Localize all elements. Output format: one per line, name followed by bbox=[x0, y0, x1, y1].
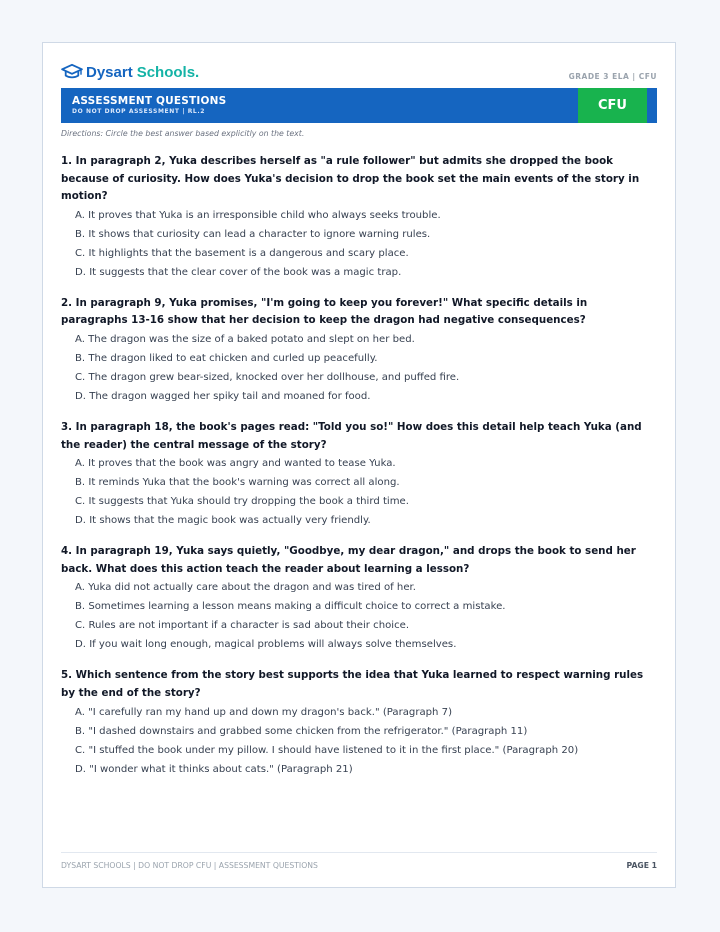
banner-title: ASSESSMENT QUESTIONS bbox=[72, 95, 227, 107]
question-text: 4. In paragraph 19, Yuka says quietly, "Goodbye, my dear dragon," and drops the book to send her back. What does this action teach the reader about learning a lesson? bbox=[61, 545, 636, 575]
question-1 bbox=[61, 153, 657, 282]
page-number: PAGE 1 bbox=[626, 861, 657, 870]
answer-option: B. "I dashed downstairs and grabbed some chicken from the refrigerator." (Paragraph 11) bbox=[75, 725, 528, 737]
graduation-cap-icon bbox=[61, 63, 83, 81]
page-header bbox=[61, 63, 657, 85]
answer-option: C. It highlights that the basement is a dangerous and scary place. bbox=[75, 247, 409, 259]
title-banner bbox=[61, 88, 657, 123]
answer-option: A. Yuka did not actually care about the dragon and was tired of her. bbox=[75, 582, 416, 594]
answer-option: D. It suggests that the clear cover of the book was a magic trap. bbox=[75, 266, 402, 278]
answer-option: A. It proves that Yuka is an irresponsible child who always seeks trouble. bbox=[75, 209, 441, 221]
answer-option: D. If you wait long enough, magical problems will always solve themselves. bbox=[75, 639, 457, 651]
brand-name-primary: Dysart bbox=[86, 63, 133, 81]
question-3 bbox=[61, 419, 657, 530]
brand-logo bbox=[61, 63, 199, 81]
answer-option: C. Rules are not important if a character is sad about their choice. bbox=[75, 620, 410, 632]
grade-label: GRADE 3 ELA | CFU bbox=[568, 72, 657, 81]
brand-name-secondary: Schools. bbox=[136, 63, 200, 81]
answer-option: B. It reminds Yuka that the book's warning was correct all along. bbox=[75, 477, 400, 489]
answer-option: D. "I wonder what it thinks about cats." (Paragraph 21) bbox=[75, 763, 353, 775]
answer-option: B. Sometimes learning a lesson means making a difficult choice to correct a mistake. bbox=[75, 601, 506, 613]
footer-text: DYSART SCHOOLS | DO NOT DROP CFU | ASSESSMENT QUESTIONS bbox=[61, 861, 318, 870]
banner-subtitle: DO NOT DROP ASSESSMENT | RL.2 bbox=[72, 108, 205, 115]
answer-option: D. The dragon wagged her spiky tail and moaned for food. bbox=[75, 390, 371, 402]
answer-option: B. It shows that curiosity can lead a character to ignore warning rules. bbox=[75, 228, 431, 240]
page-footer bbox=[61, 852, 657, 875]
question-text: 5. Which sentence from the story best supports the idea that Yuka learned to respect warning rules by the end of the story? bbox=[61, 669, 644, 699]
directions-text: Directions: Circle the best answer based explicitly on the text. bbox=[61, 129, 305, 138]
question-5 bbox=[61, 667, 657, 778]
answer-option: D. It shows that the magic book was actually very friendly. bbox=[75, 515, 371, 527]
question-text: 3. In paragraph 18, the book's pages read: "Told you so!" How does this detail help teach Yuka (and the reader) the central message of the story? bbox=[61, 420, 642, 451]
document-page bbox=[42, 42, 676, 888]
answer-option: A. The dragon was the size of a baked potato and slept on her bed. bbox=[75, 333, 415, 345]
answer-option: A. It proves that the book was angry and wanted to tease Yuka. bbox=[75, 458, 396, 470]
answer-option: A. "I carefully ran my hand up and down my dragon's back." (Paragraph 7) bbox=[75, 706, 453, 718]
answer-option: B. The dragon liked to eat chicken and curled up peacefully. bbox=[75, 352, 378, 364]
cfu-badge: CFU bbox=[578, 88, 647, 123]
answer-option: C. It suggests that Yuka should try dropping the book a third time. bbox=[75, 496, 409, 508]
question-4 bbox=[61, 543, 657, 654]
answer-option: C. "I stuffed the book under my pillow. I should have listened to it in the first place." (Paragraph 20) bbox=[75, 744, 579, 756]
answer-option: C. The dragon grew bear-sized, knocked over her dollhouse, and puffed fire. bbox=[75, 371, 460, 383]
question-text: 1. In paragraph 2, Yuka describes herself as "a rule follower" but admits she dropped the book because of curiosity. How does Yuka's decision to drop the book set the main events of the story in motion? bbox=[61, 155, 640, 203]
question-text: 2. In paragraph 9, Yuka promises, "I'm going to keep you forever!" What specific details in paragraphs 13-16 show that her decision to keep the dragon had negative consequences? bbox=[61, 296, 588, 327]
question-list bbox=[61, 153, 657, 792]
question-2 bbox=[61, 295, 657, 406]
